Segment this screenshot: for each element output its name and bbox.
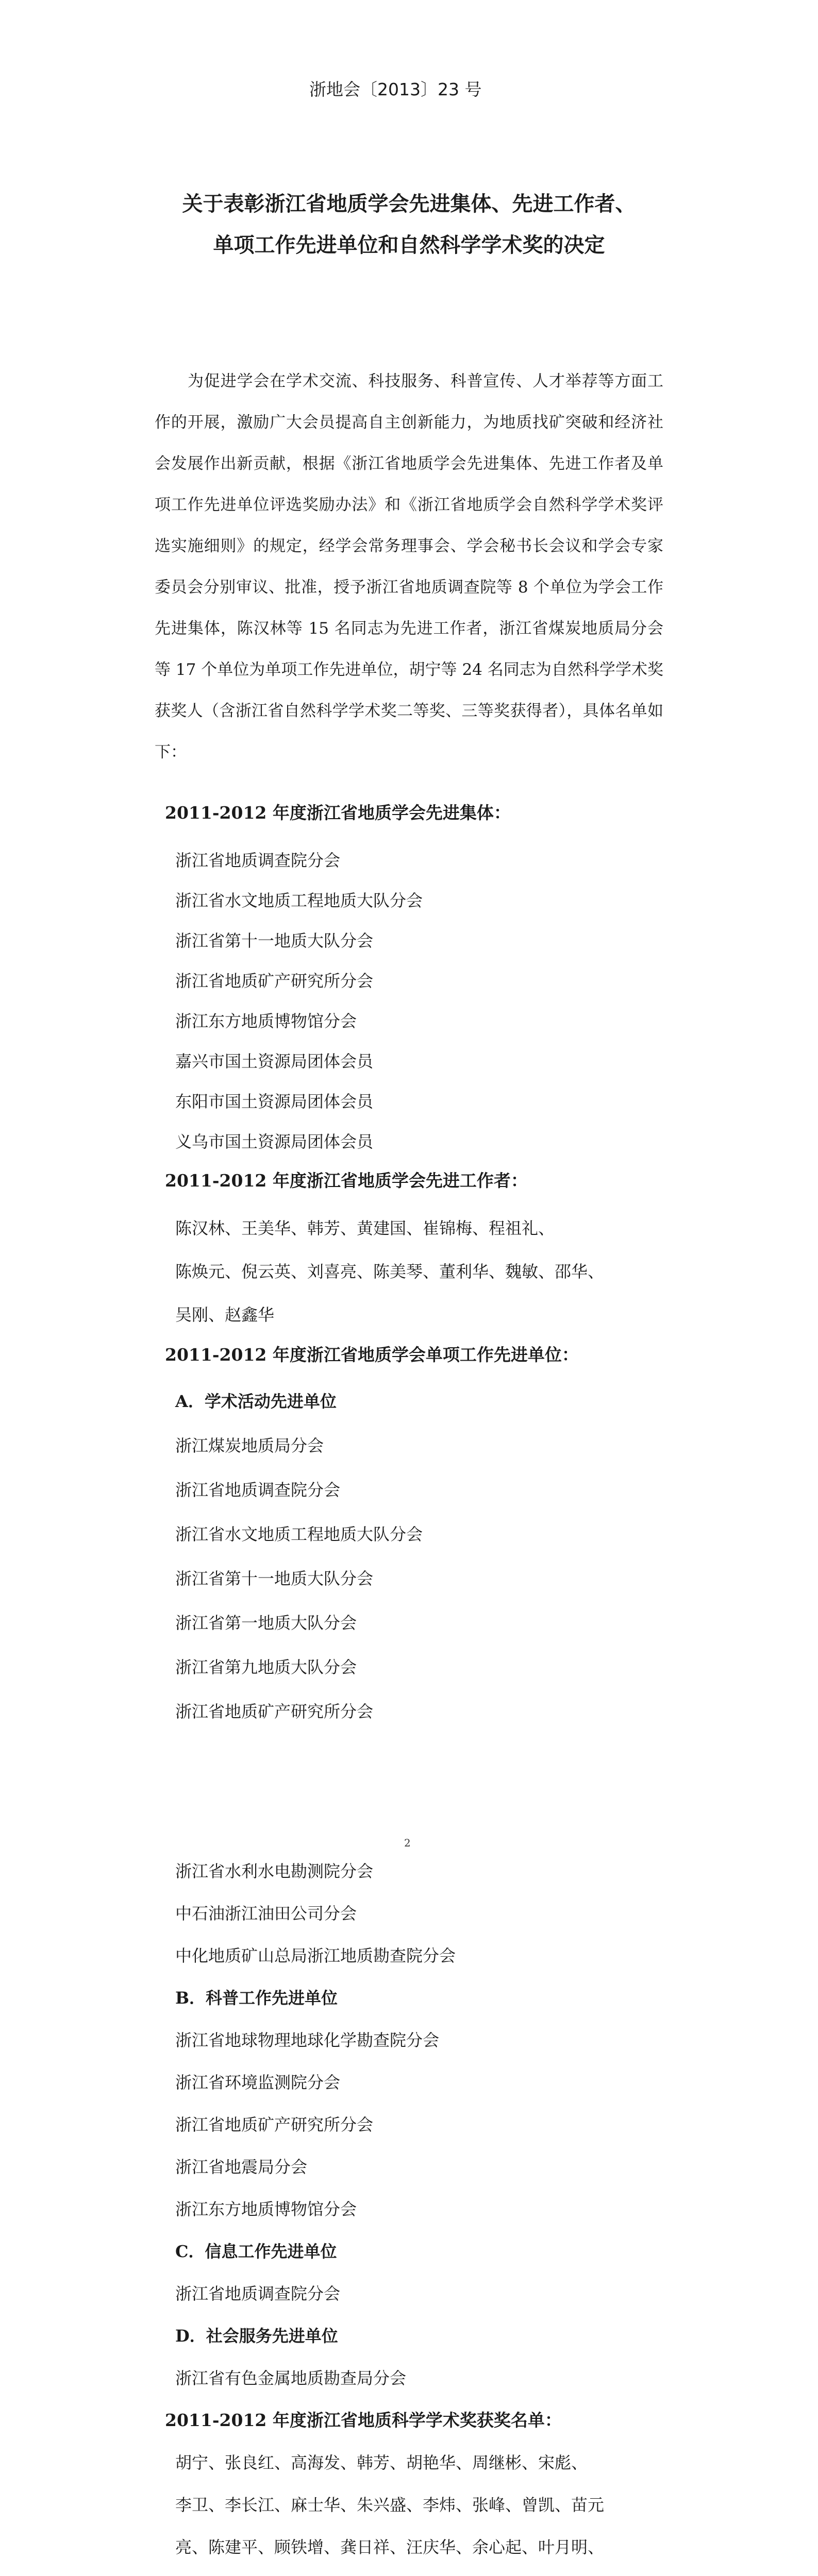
list-item: 浙江省第九地质大队分会	[175, 1657, 357, 1677]
list-item: 浙江省水文地质工程地质大队分会	[175, 891, 423, 910]
list-item: 浙江省水文地质工程地质大队分会	[175, 1524, 423, 1544]
name-line: 陈焕元、倪云英、刘喜亮、陈美琴、董利华、魏敏、邵华、	[175, 1262, 605, 1281]
list-item: 中化地质矿山总局浙江地质勘查院分会	[175, 1946, 456, 1965]
list-item: 浙江东方地质博物馆分会	[175, 1011, 357, 1031]
list-item: 浙江省地质矿产研究所分会	[175, 2115, 374, 2134]
subsection-heading-d: D．社会服务先进单位	[175, 2326, 338, 2346]
name-line: 亮、陈建平、顾铁增、龚日祥、汪庆华、余心起、叶月明、	[175, 2537, 605, 2557]
subsection-heading-a: A．学术活动先进单位	[175, 1392, 337, 1411]
list-item: 浙江省地震局分会	[175, 2157, 308, 2177]
subsection-heading-c: C．信息工作先进单位	[175, 2242, 337, 2261]
section-heading-awards: 2011-2012 年度浙江省地质科学学术奖获奖名单：	[165, 2410, 562, 2430]
list-item: 义乌市国土资源局团体会员	[175, 1132, 374, 1151]
doc-number: 浙地会〔2013〕23 号	[309, 79, 482, 99]
list-item: 浙江省水利水电勘测院分会	[175, 1861, 374, 1881]
list-item: 嘉兴市国土资源局团体会员	[175, 1052, 374, 1071]
list-item: 浙江省地球物理地球化学勘查院分会	[175, 2030, 440, 2050]
list-item: 浙江省有色金属地质勘查局分会	[175, 2368, 407, 2388]
list-item: 浙江省地质调查院分会	[175, 1480, 341, 1500]
title-line-2: 单项工作先进单位和自然科学学术奖的决定	[213, 233, 605, 257]
title-line-1: 关于表彰浙江省地质学会先进集体、先进工作者、	[182, 192, 636, 216]
document-title	[124, 183, 694, 266]
page-number: 2	[404, 1837, 411, 1849]
list-item: 中石油浙江油田公司分会	[175, 1904, 357, 1923]
list-item: 浙江省第十一地质大队分会	[175, 1569, 374, 1588]
list-item: 浙江煤炭地质局分会	[175, 1436, 324, 1455]
list-item: 浙江省第一地质大队分会	[175, 1613, 357, 1633]
list-item: 东阳市国土资源局团体会员	[175, 1092, 374, 1111]
section-heading-workers: 2011-2012 年度浙江省地质学会先进工作者：	[165, 1171, 528, 1191]
section-heading-collectives: 2011-2012 年度浙江省地质学会先进集体：	[165, 803, 511, 823]
name-line: 胡宁、张良红、高海发、韩芳、胡艳华、周继彬、宋彪、	[175, 2453, 588, 2472]
list-item: 浙江东方地质博物馆分会	[175, 2199, 357, 2219]
list-item: 浙江省地质矿产研究所分会	[175, 971, 374, 991]
subsection-heading-b: B．科普工作先进单位	[175, 1988, 338, 2008]
intro-paragraph: 为促进学会在学术交流、科技服务、科普宣传、人才举荐等方面工作的开展，激励广大会员提高自主创新能力，为地质找矿突破和经济社会发展作出新贡献，根据《浙江省地质学会先进集体、先进工作者及单项工作先进单位评选奖励办法》和《浙江省地质学会自然科学学术奖评选实施细则》的规定，经学会常务理事会、学会秘书长会议和学会专家委员会分别审议、批准，授予浙江省地质调查院等 8 个单位为学会工作先进集体，陈汉林等 15 名同志为先进工作者，浙江省煤炭地质局分会等 17 个单位为单项工作先进单位，胡宁等 24 名同志为自然科学学术奖获奖人（含浙江省自然科学学术奖二等奖、三等奖获得者），具体名单如下：	[155, 372, 663, 761]
list-item: 浙江省环境监测院分会	[175, 2073, 341, 2092]
name-line: 吴刚、赵鑫华	[175, 1305, 275, 1325]
list-item: 浙江省地质调查院分会	[175, 851, 341, 870]
name-line: 李卫、李长江、麻士华、朱兴盛、李炜、张峰、曾凯、苗元	[175, 2495, 605, 2515]
list-item: 浙江省地质调查院分会	[175, 2284, 341, 2303]
list-item: 浙江省地质矿产研究所分会	[175, 1702, 374, 1721]
list-item: 浙江省第十一地质大队分会	[175, 931, 374, 951]
name-line: 陈汉林、王美华、韩芳、黄建国、崔锦梅、程祖礼、	[175, 1218, 555, 1238]
section-heading-single-items: 2011-2012 年度浙江省地质学会单项工作先进单位：	[165, 1345, 579, 1365]
